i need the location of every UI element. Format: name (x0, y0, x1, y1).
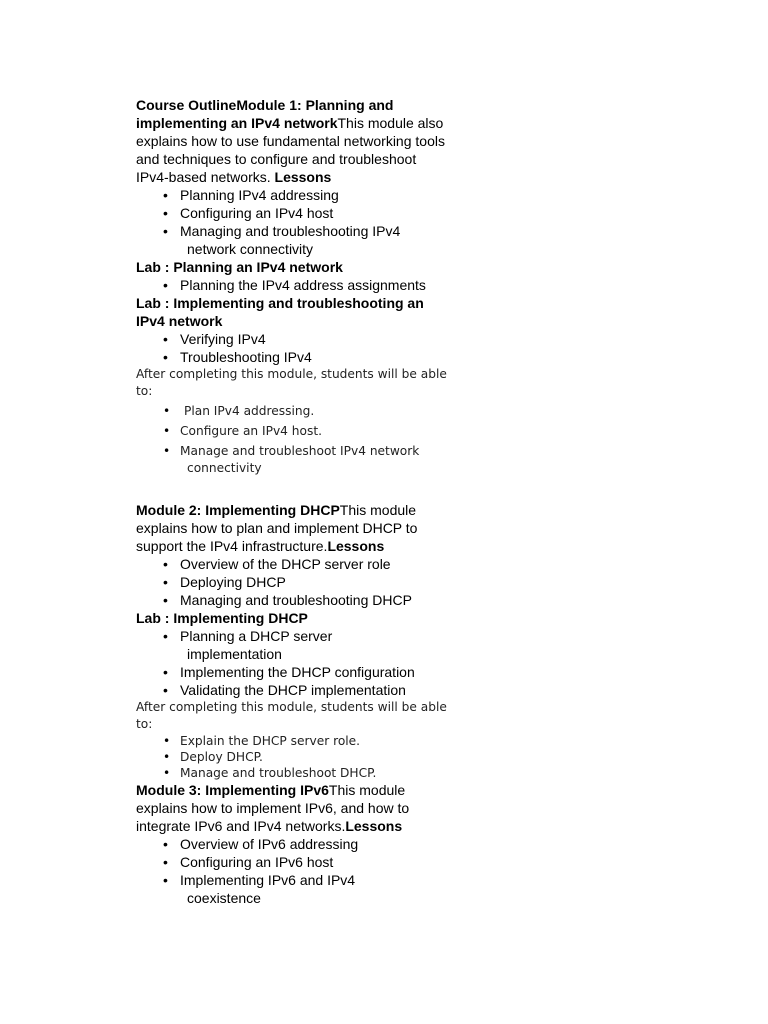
module2-lab-list (136, 627, 451, 699)
module1-lab2-heading (136, 294, 451, 330)
module1-lab1-list (136, 276, 451, 294)
list-item-line2: implementation (187, 646, 282, 662)
list-item-line1: Managing and troubleshooting IPv4 (180, 223, 401, 239)
module3-heading: Module 3: Implementing IPv6 (136, 782, 329, 798)
list-item: • Manage and troubleshoot DHCP. (180, 765, 451, 781)
course-outline-document (136, 96, 451, 907)
list-item (180, 222, 451, 258)
list-item: • Managing and troubleshooting DHCP (180, 591, 451, 609)
module2-lab-heading (136, 609, 451, 627)
module1-lab2-list (136, 330, 451, 366)
list-item (180, 627, 451, 663)
list-item-line2: connectivity (187, 461, 262, 475)
list-item: • Deploy DHCP. (180, 749, 451, 765)
module1-description: This module also explains how to use fundamental networking tools and techniques to configure and troubleshoot IPv4-based networks. (136, 115, 445, 185)
list-item-line2: network connectivity (187, 241, 314, 257)
module2-description: This module explains how to plan and implement DHCP to support the IPv4 infrastructure. (136, 502, 418, 554)
list-item: • Configure an IPv4 host. (180, 423, 451, 440)
list-item (180, 443, 451, 477)
outcome-text: Plan IPv4 addressing. (184, 404, 315, 418)
lab-label: Lab : Implementing DHCP (136, 610, 308, 626)
module2-lessons-list (136, 555, 451, 609)
list-item: • Overview of the DHCP server role (180, 555, 451, 573)
module3-intro (136, 781, 451, 835)
list-item: • Overview of IPv6 addressing (180, 835, 451, 853)
module1-lessons-label: Lessons (274, 169, 332, 185)
module1-lab1-heading (136, 258, 451, 276)
list-item: • Configuring an IPv6 host (180, 853, 451, 871)
module2-outcomes-intro: After completing this module, students will be able to: (136, 700, 447, 731)
list-item (180, 871, 451, 907)
lab-label: Lab : Planning an IPv4 network (136, 259, 343, 275)
module3-lessons-label: Lessons (345, 818, 403, 834)
list-item: • Validating the DHCP implementation (180, 681, 451, 699)
lab-label: Lab : Implementing and troubleshooting an IPv4 network (136, 295, 424, 329)
spacer (136, 477, 451, 501)
module3-lessons-list (136, 835, 451, 907)
module3-description: This module explains how to implement IPv6, and how to integrate IPv6 and IPv4 networks. (136, 782, 410, 834)
module1-outcomes-intro: After completing this module, students will be able to: (136, 367, 447, 398)
module2-lessons-label: Lessons (327, 538, 385, 554)
module1-lessons-list (136, 186, 451, 258)
list-item-line2: coexistence (187, 890, 261, 906)
list-item (180, 403, 451, 420)
list-item-line1: Implementing IPv6 and IPv4 (180, 872, 356, 888)
module2-intro (136, 501, 451, 555)
list-item: • Configuring an IPv4 host (180, 204, 451, 222)
list-item: • Explain the DHCP server role. (180, 733, 451, 749)
module1-heading: Course OutlineModule 1: Planning and implementing an IPv4 network (136, 97, 394, 131)
list-item: • Deploying DHCP (180, 573, 451, 591)
list-item: • Planning the IPv4 address assignments (180, 276, 451, 294)
module1-intro (136, 96, 451, 186)
list-item: • Implementing the DHCP configuration (180, 663, 451, 681)
list-item-line1: Manage and troubleshoot IPv4 network (180, 444, 420, 458)
module2-heading: Module 2: Implementing DHCP (136, 502, 340, 518)
list-item: • Troubleshooting IPv4 (180, 348, 451, 366)
list-item-line1: Planning a DHCP server (180, 628, 333, 644)
module1-outcomes-list (136, 403, 451, 477)
list-item: • Verifying IPv4 (180, 330, 451, 348)
list-item: • Planning IPv4 addressing (180, 186, 451, 204)
module2-outcomes-list (136, 733, 451, 781)
